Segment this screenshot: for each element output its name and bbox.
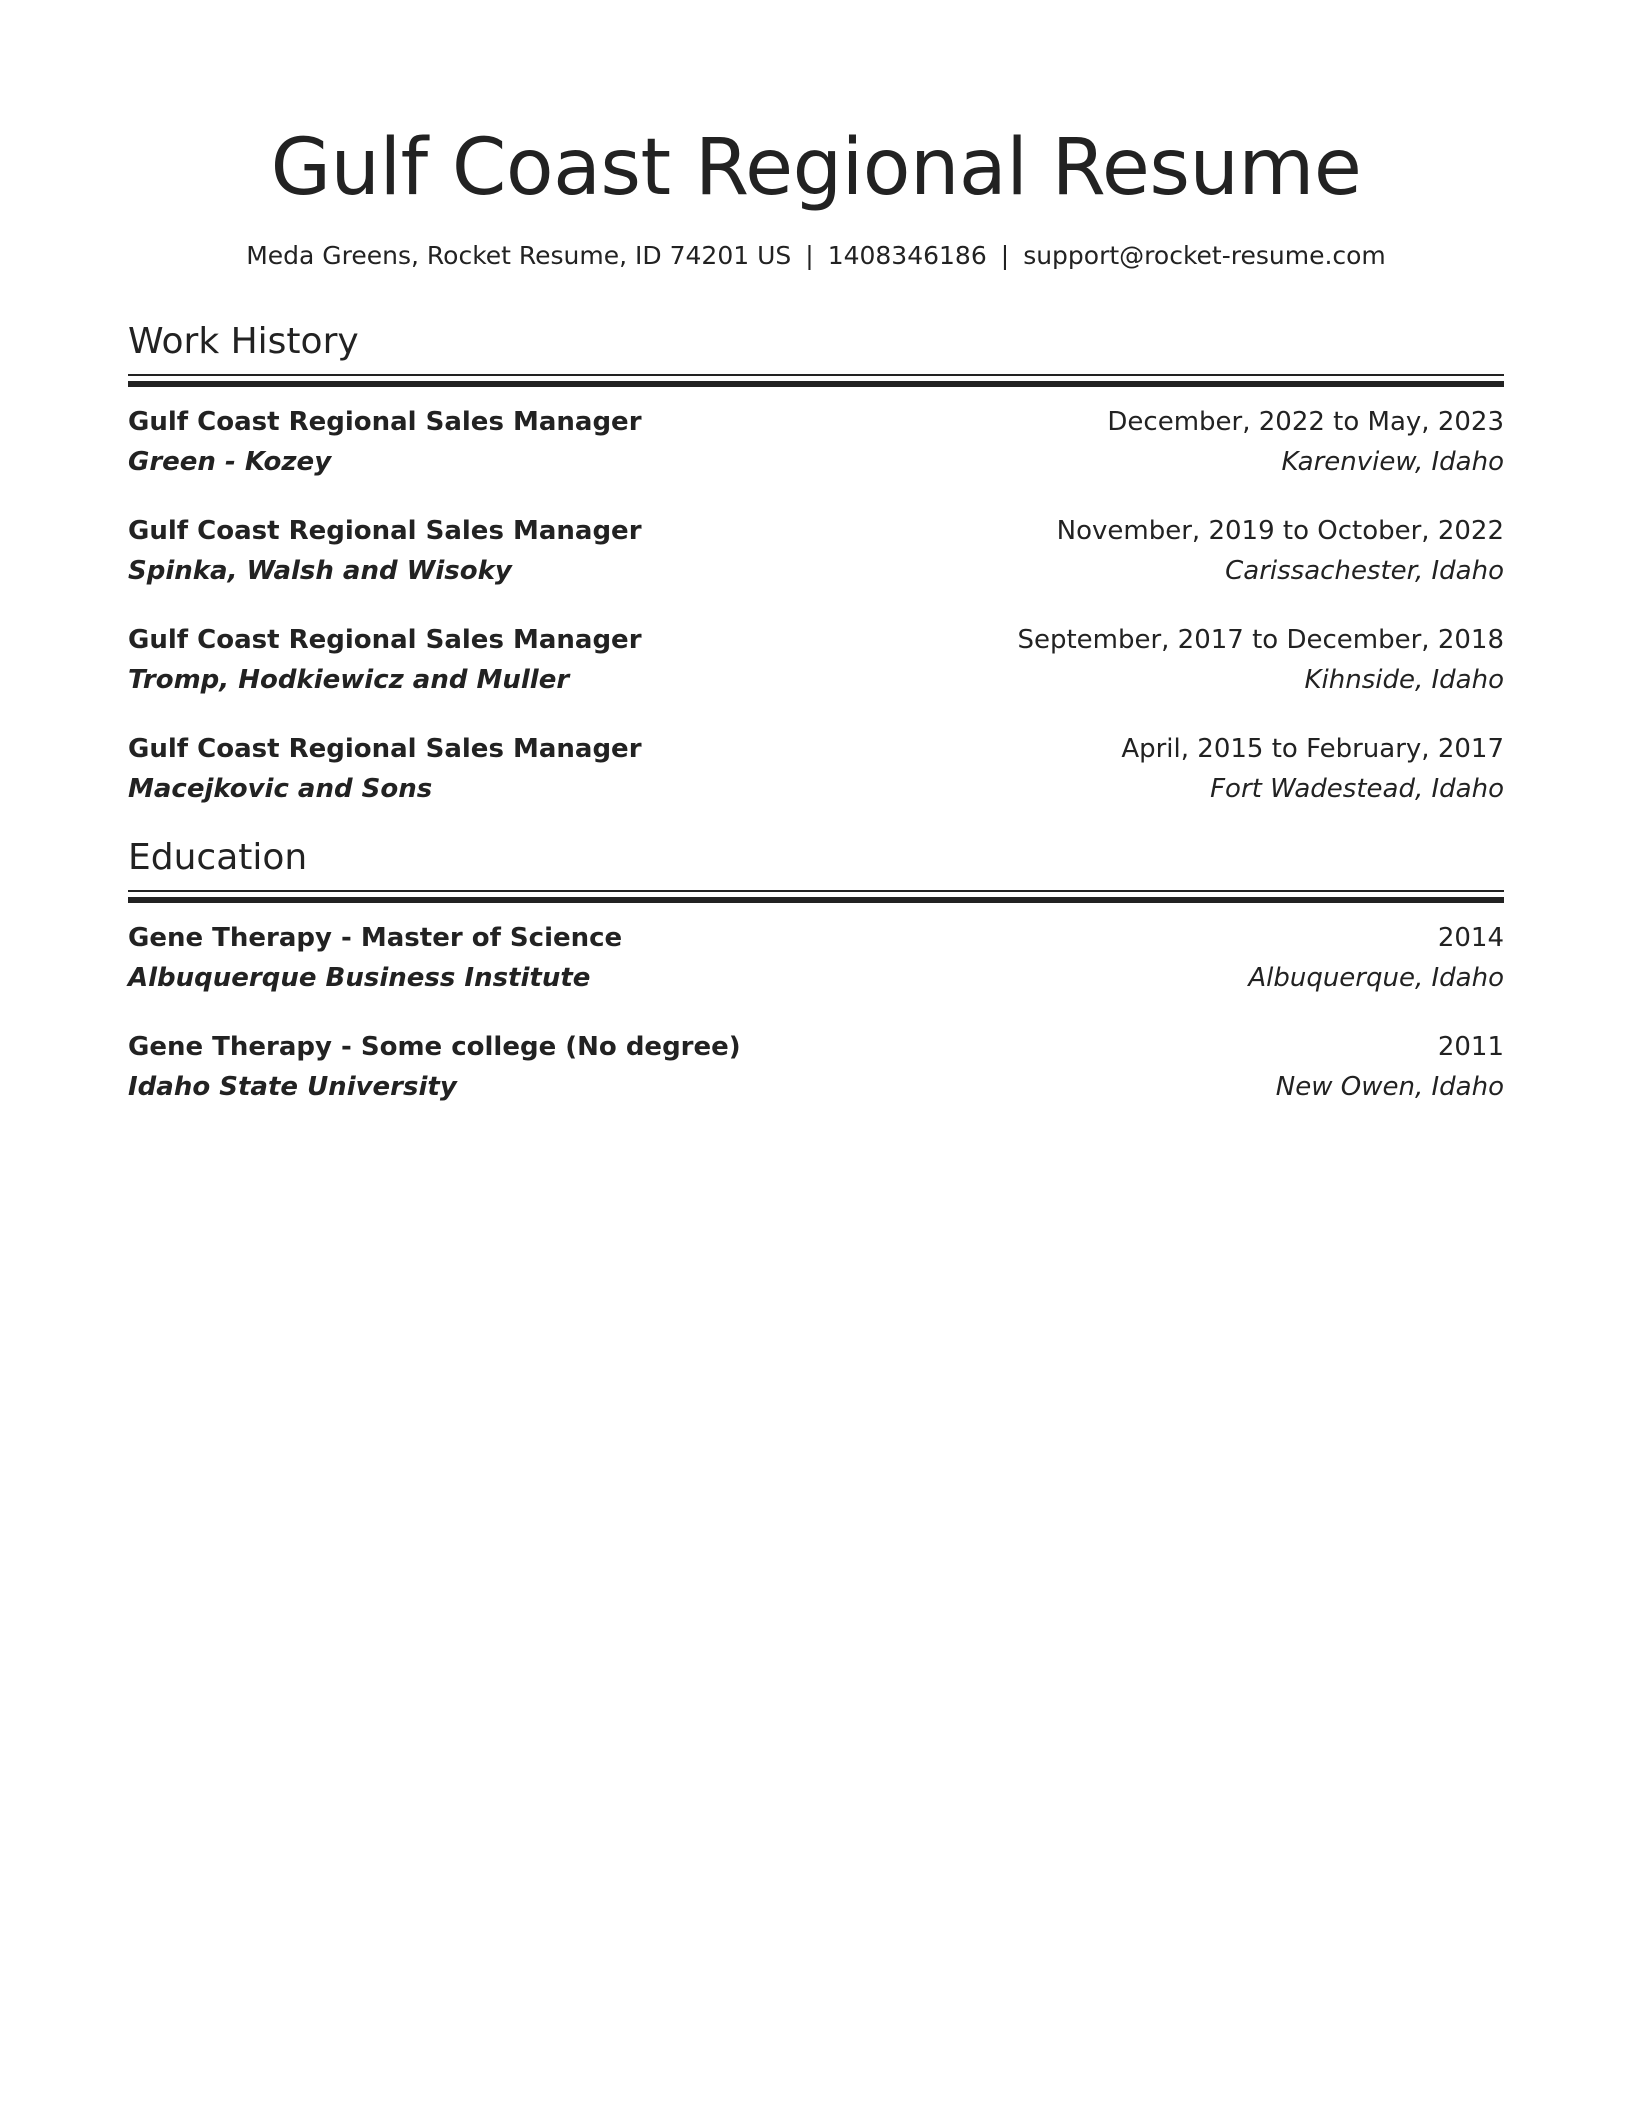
section-title-work-history: Work History (128, 321, 359, 362)
job-title: Gulf Coast Regional Sales Manager (128, 407, 642, 437)
work-entry (128, 729, 1504, 809)
job-dates: September, 2017 to December, 2018 (1017, 625, 1504, 655)
section-divider-thin (128, 374, 1504, 376)
work-history-section-header (128, 317, 1504, 367)
job-location: Kihnside, Idaho (1304, 665, 1504, 695)
section-divider-thin (128, 890, 1504, 892)
education-school: Albuquerque Business Institute (128, 963, 591, 993)
work-entry (128, 511, 1504, 591)
section-divider-thick (128, 897, 1504, 903)
education-location: New Owen, Idaho (1275, 1072, 1504, 1102)
education-year: 2011 (1437, 1032, 1504, 1062)
job-title: Gulf Coast Regional Sales Manager (128, 516, 642, 546)
education-section-header (128, 833, 1504, 883)
contact-email: support@rocket-resume.com (1023, 241, 1386, 270)
job-location: Carissachester, Idaho (1225, 556, 1504, 586)
contact-phone: 1408346186 (827, 241, 987, 270)
job-company: Macejkovic and Sons (128, 774, 433, 804)
work-entry (128, 402, 1504, 482)
section-title-education: Education (128, 837, 308, 878)
education-entry (128, 918, 1504, 998)
contact-line (128, 237, 1504, 275)
education-year: 2014 (1437, 923, 1504, 953)
work-entry (128, 620, 1504, 700)
job-company: Tromp, Hodkiewicz and Muller (128, 665, 570, 695)
contact-separator: | (805, 241, 814, 270)
education-degree: Gene Therapy - Master of Science (128, 923, 623, 953)
education-location: Albuquerque, Idaho (1248, 963, 1504, 993)
section-divider-thick (128, 381, 1504, 387)
job-dates: December, 2022 to May, 2023 (1107, 407, 1504, 437)
job-company: Green - Kozey (128, 447, 332, 477)
education-degree: Gene Therapy - Some college (No degree) (128, 1032, 741, 1062)
job-dates: November, 2019 to October, 2022 (1056, 516, 1504, 546)
job-location: Fort Wadestead, Idaho (1210, 774, 1504, 804)
job-title: Gulf Coast Regional Sales Manager (128, 734, 642, 764)
job-company: Spinka, Walsh and Wisoky (128, 556, 512, 586)
job-location: Karenview, Idaho (1281, 447, 1504, 477)
contact-separator: | (1000, 241, 1010, 270)
education-entry (128, 1027, 1504, 1107)
job-title: Gulf Coast Regional Sales Manager (128, 625, 642, 655)
resume-title: Gulf Coast Regional Resume (270, 123, 1362, 213)
contact-address: Meda Greens, Rocket Resume, ID 74201 US (246, 241, 792, 270)
education-school: Idaho State University (128, 1072, 457, 1102)
job-dates: April, 2015 to February, 2017 (1121, 734, 1504, 764)
